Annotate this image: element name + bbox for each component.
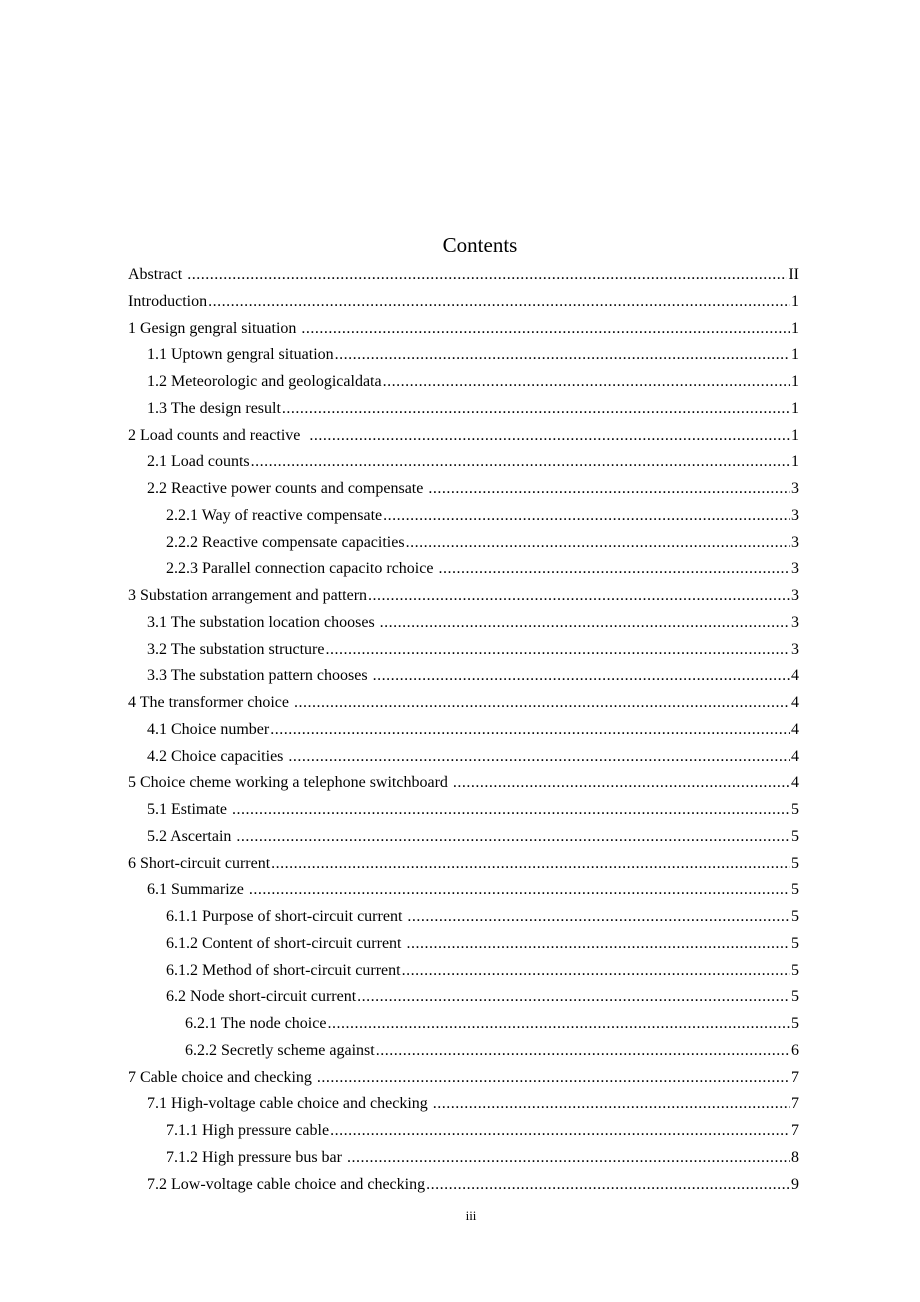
- toc-entry[interactable]: [128, 904, 799, 931]
- toc-entry[interactable]: [128, 396, 799, 423]
- toc-entry[interactable]: [128, 583, 799, 610]
- toc-entry-page: 1: [791, 373, 799, 390]
- toc-entry[interactable]: [128, 530, 799, 557]
- toc-entry-label: 2 Load counts and reactive: [128, 426, 309, 444]
- toc-entry[interactable]: [128, 369, 799, 396]
- toc-leader-dots: [327, 1011, 790, 1038]
- toc-leader-dots: [301, 316, 790, 343]
- toc-entry-label: 6.2.2 Secretly scheme against: [185, 1041, 375, 1059]
- toc-entry-label: Abstract: [128, 266, 187, 283]
- toc-entry-page: 3: [791, 480, 799, 497]
- toc-entry-label: 2.2.2 Reactive compensate capacities: [166, 533, 405, 551]
- toc-leader-dots: [270, 717, 790, 744]
- toc-leader-dots: [407, 931, 791, 958]
- toc-entry-page: 3: [791, 533, 799, 551]
- toc-entry-label: 4.1 Choice number: [147, 720, 270, 738]
- toc-entry-page: 4: [791, 747, 799, 765]
- toc-entry-page: 1: [791, 292, 799, 310]
- toc-leader-dots: [357, 984, 790, 1011]
- toc-entry-page: 6: [791, 1041, 799, 1059]
- toc-entry-label: 2.1 Load counts: [147, 453, 250, 471]
- toc-entry-page: 7: [791, 1095, 799, 1113]
- toc-leader-dots: [187, 262, 787, 289]
- toc-entry[interactable]: [128, 744, 799, 771]
- toc-leader-dots: [428, 476, 790, 503]
- toc-entry[interactable]: [128, 984, 799, 1011]
- toc-entry[interactable]: [128, 824, 799, 851]
- toc-leader-dots: [407, 904, 790, 931]
- toc-entry-page: 5: [791, 988, 799, 1006]
- toc-leader-dots: [249, 877, 790, 904]
- toc-leader-dots: [232, 797, 790, 824]
- toc-entry[interactable]: [128, 610, 799, 637]
- table-of-contents: [128, 262, 799, 1198]
- toc-entry[interactable]: [128, 958, 799, 985]
- toc-entry[interactable]: [128, 770, 799, 797]
- toc-entry[interactable]: [128, 476, 799, 503]
- toc-entry-label: 2.2.3 Parallel connection capacito rchoice: [166, 560, 438, 578]
- toc-entry[interactable]: [128, 690, 799, 717]
- toc-entry-page: II: [788, 266, 799, 283]
- page-title: Contents: [442, 233, 518, 257]
- toc-entry-label: 6.1.1 Purpose of short-circuit current: [166, 908, 407, 925]
- toc-leader-dots: [383, 503, 790, 530]
- toc-entry-label: 6.1.2 Method of short-circuit current: [166, 961, 401, 979]
- toc-entry-page: 3: [791, 506, 799, 524]
- toc-entry-label: 5 Choice cheme working a telephone switchboard: [128, 774, 452, 792]
- toc-entry-page: 5: [791, 961, 799, 979]
- toc-entry-page: 5: [791, 801, 799, 818]
- toc-leader-dots: [294, 690, 790, 717]
- toc-entry[interactable]: [128, 851, 799, 878]
- toc-leader-dots: [402, 958, 790, 985]
- page-number: iii: [465, 1208, 477, 1223]
- toc-entry-page: 1: [791, 399, 799, 417]
- toc-entry-page: 5: [791, 881, 799, 899]
- toc-leader-dots: [426, 1172, 790, 1199]
- toc-entry-label: 2.2.1 Way of reactive compensate: [166, 506, 383, 524]
- toc-entry-page: 3: [791, 613, 799, 631]
- toc-entry[interactable]: [128, 1118, 799, 1145]
- toc-leader-dots: [373, 663, 790, 690]
- toc-entry-label: 1.1 Uptown gengral situation: [147, 346, 334, 364]
- toc-entry[interactable]: [128, 449, 799, 476]
- toc-entry-label: 5.2 Ascertain: [147, 827, 236, 845]
- toc-entry[interactable]: [128, 797, 799, 824]
- toc-entry-page: 3: [791, 640, 799, 658]
- toc-entry[interactable]: [128, 1038, 799, 1065]
- toc-entry-page: 3: [791, 560, 799, 578]
- toc-entry-label: 6.2 Node short-circuit current: [166, 988, 357, 1006]
- toc-entry[interactable]: [128, 342, 799, 369]
- toc-entry-page: 5: [791, 1015, 799, 1032]
- toc-entry-label: 3.1 The substation location chooses: [147, 613, 379, 631]
- toc-entry[interactable]: [128, 503, 799, 530]
- toc-entry-page: 4: [791, 694, 799, 711]
- toc-entry-label: Introduction: [128, 292, 208, 310]
- toc-entry-label: 1.2 Meteorologic and geologicaldata: [147, 373, 382, 390]
- toc-leader-dots: [236, 824, 790, 851]
- toc-entry[interactable]: [128, 663, 799, 690]
- toc-leader-dots: [406, 530, 790, 557]
- toc-leader-dots: [376, 1038, 790, 1065]
- toc-entry-page: 8: [791, 1148, 799, 1166]
- toc-leader-dots: [335, 342, 790, 369]
- toc-entry-page: 5: [791, 854, 799, 872]
- toc-entry-page: 7: [791, 1122, 799, 1139]
- toc-entry-page: 5: [791, 934, 799, 952]
- toc-entry-page: 7: [791, 1068, 799, 1086]
- toc-entry-page: 4: [791, 720, 799, 738]
- toc-leader-dots: [383, 369, 790, 396]
- toc-entry-label: 6.2.1 The node choice: [185, 1015, 327, 1032]
- toc-entry-label: 2.2 Reactive power counts and compensate: [147, 480, 428, 497]
- toc-leader-dots: [325, 637, 790, 664]
- toc-leader-dots: [251, 449, 790, 476]
- toc-entry[interactable]: [128, 1145, 799, 1172]
- toc-entry[interactable]: [128, 556, 799, 583]
- toc-leader-dots: [368, 583, 790, 610]
- toc-entry-label: 7.1 High-voltage cable choice and checking: [147, 1095, 432, 1113]
- toc-entry-page: 1: [791, 319, 799, 337]
- toc-leader-dots: [208, 289, 790, 316]
- toc-leader-dots: [453, 770, 790, 797]
- toc-entry-label: 4 The transformer choice: [128, 694, 293, 711]
- toc-entry-label: 1 Gesign gengral situation: [128, 319, 301, 337]
- toc-entry-page: 5: [791, 908, 799, 925]
- toc-entry-label: 5.1 Estimate: [147, 801, 231, 818]
- toc-leader-dots: [433, 1091, 790, 1118]
- toc-entry[interactable]: [128, 1091, 799, 1118]
- toc-entry-label: 3 Substation arrangement and pattern: [128, 587, 368, 604]
- toc-entry[interactable]: [128, 637, 799, 664]
- toc-leader-dots: [309, 423, 790, 450]
- toc-entry[interactable]: [128, 423, 799, 450]
- toc-entry-page: 5: [791, 827, 799, 845]
- toc-entry-label: 6.1 Summarize: [147, 881, 248, 899]
- toc-entry-label: 4.2 Choice capacities: [147, 747, 288, 765]
- toc-entry-page: 9: [791, 1175, 799, 1193]
- toc-entry[interactable]: [128, 1065, 799, 1092]
- toc-entry-label: 6 Short-circuit current: [128, 854, 271, 872]
- toc-entry-label: 7.2 Low-voltage cable choice and checking: [147, 1175, 426, 1193]
- toc-entry-label: 6.1.2 Content of short-circuit current: [166, 934, 406, 952]
- toc-entry-label: 7 Cable choice and checking: [128, 1068, 316, 1086]
- toc-leader-dots: [271, 851, 790, 878]
- toc-entry-page: 4: [791, 774, 799, 792]
- toc-leader-dots: [380, 610, 790, 637]
- toc-entry-page: 4: [791, 667, 799, 685]
- toc-entry-page: 1: [791, 346, 799, 364]
- toc-entry-page: 1: [791, 453, 799, 471]
- toc-leader-dots: [317, 1065, 790, 1092]
- toc-entry-label: 7.1.2 High pressure bus bar: [166, 1148, 346, 1166]
- toc-entry-label: 3.2 The substation structure: [147, 640, 325, 658]
- toc-entry[interactable]: [128, 316, 799, 343]
- toc-leader-dots: [438, 556, 790, 583]
- toc-entry-label: 3.3 The substation pattern chooses: [147, 667, 372, 685]
- toc-leader-dots: [330, 1118, 790, 1145]
- toc-entry[interactable]: [128, 877, 799, 904]
- toc-entry[interactable]: [128, 289, 799, 316]
- toc-entry-page: 1: [791, 426, 799, 444]
- toc-entry-label: 1.3 The design result: [147, 399, 281, 417]
- toc-entry[interactable]: [128, 931, 799, 958]
- toc-entry[interactable]: [128, 717, 799, 744]
- toc-leader-dots: [282, 396, 790, 423]
- toc-entry-page: 3: [791, 587, 799, 604]
- toc-entry[interactable]: [128, 1011, 799, 1038]
- toc-entry[interactable]: [128, 262, 799, 289]
- toc-entry[interactable]: [128, 1172, 799, 1199]
- toc-leader-dots: [347, 1145, 790, 1172]
- toc-leader-dots: [288, 744, 790, 771]
- toc-entry-label: 7.1.1 High pressure cable: [166, 1122, 330, 1139]
